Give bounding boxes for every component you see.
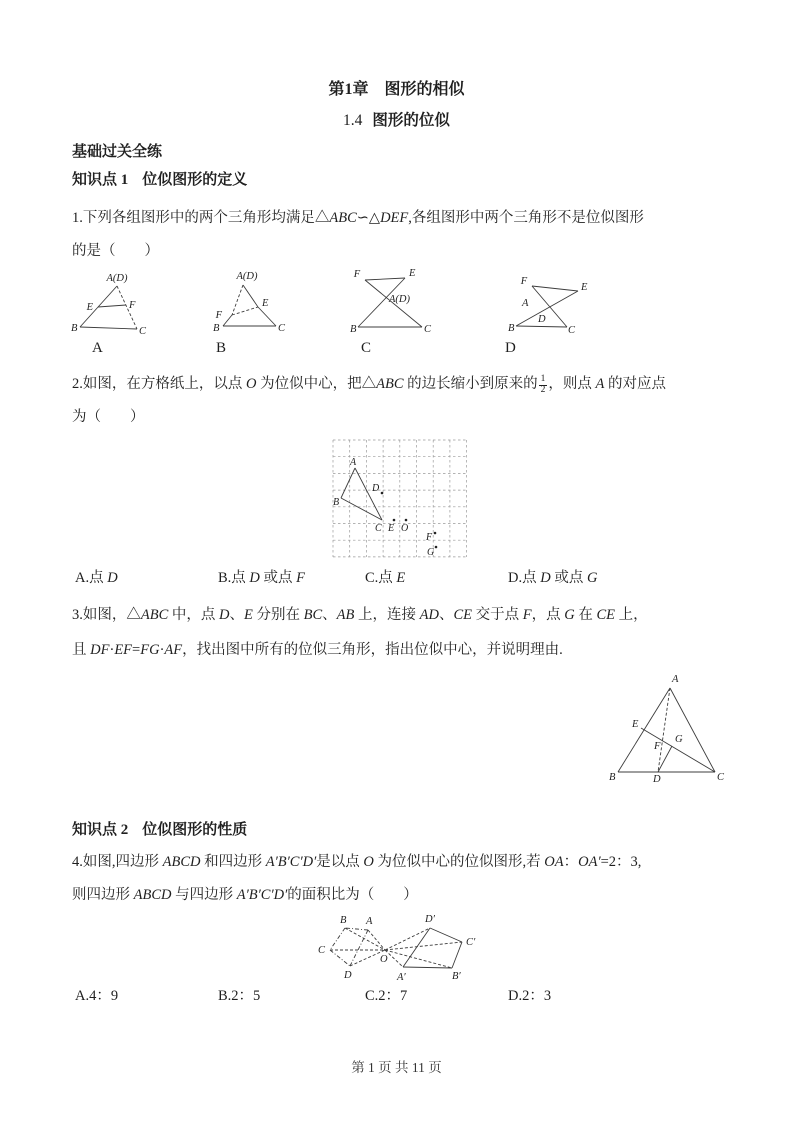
q1d-label-A: A	[522, 298, 529, 309]
q1a-label-F: F	[129, 300, 136, 311]
q1-option-a: A	[92, 340, 103, 356]
page-footer: 第 1 页 共 11 页	[351, 1060, 442, 1075]
text-segment: G	[586, 570, 598, 586]
question-4-text	[72, 846, 728, 912]
q3-label-D: D	[653, 774, 661, 785]
q3-label-C: C	[717, 772, 725, 783]
text-segment: F	[522, 607, 532, 623]
text-segment: G	[564, 607, 575, 623]
q2-label-E: E	[388, 523, 395, 534]
question-3-text	[72, 598, 728, 668]
text-line	[72, 598, 728, 633]
question-1-text	[72, 202, 728, 268]
text-segment: A.4：9	[75, 988, 119, 1004]
q1b-label-AD: A(D)	[236, 271, 258, 282]
q4-option-a	[75, 984, 118, 1005]
q1c-label-F: F	[353, 269, 361, 280]
q2-label-G: G	[427, 547, 435, 558]
q2-point-D	[381, 492, 384, 495]
text-segment: BC	[303, 607, 323, 623]
q1a-label-AD: A(D)	[106, 273, 128, 284]
q1c-label-B: B	[350, 324, 357, 335]
q2-label-F: F	[426, 532, 433, 543]
q2-grid-figure	[325, 435, 475, 565]
q1c-label-AD: A(D)	[389, 294, 410, 305]
text-segment: D	[107, 570, 118, 586]
text-segment: 交于点	[471, 607, 523, 623]
text-segment: 或点	[259, 570, 297, 586]
text-segment: E	[396, 570, 406, 586]
q1a-label-B: B	[71, 323, 78, 334]
q2-point-G	[435, 546, 438, 549]
text-segment: ∽△	[356, 210, 381, 226]
text-segment: D.点	[508, 570, 541, 586]
text-segment: ABCD	[162, 854, 201, 870]
text-segment: 4.如图,四边形	[72, 854, 163, 870]
text-line	[72, 202, 728, 235]
text-segment: O	[246, 376, 257, 392]
text-segment: 是以点	[316, 854, 364, 870]
q1d-label-E: E	[581, 282, 588, 293]
text-segment: 或点	[550, 570, 587, 586]
q1-option-d: D	[505, 340, 516, 356]
q4-label-A: A	[366, 916, 373, 927]
text-segment: ABCD	[133, 887, 172, 903]
text-segment: D	[219, 607, 230, 623]
text-segment: ABC	[140, 607, 169, 623]
knowledge-point-1	[72, 168, 247, 189]
q4-label-O: O	[380, 954, 388, 965]
q4-options	[72, 984, 752, 1006]
q1-option-c: C	[361, 340, 372, 356]
text-segment: O	[363, 854, 374, 870]
text-segment: B.点	[218, 570, 250, 586]
text-line	[72, 846, 728, 879]
q4-label-Dp: D′	[425, 914, 435, 925]
section-number: 1.4	[343, 112, 363, 129]
q4-label-B: B	[340, 915, 347, 926]
q2-option-b	[218, 566, 305, 587]
text-segment: ,各组图形中两个三角形不是位似图形	[408, 210, 644, 226]
text-segment: 1.下列各组图形中的两个三角形均满足△	[72, 210, 330, 226]
text-segment: =2：3,	[600, 854, 642, 870]
text-segment: D	[249, 570, 260, 586]
text-segment: 则四边形	[72, 887, 134, 903]
q1-option-b: B	[216, 340, 227, 356]
text-segment: 为（ ）	[72, 409, 145, 425]
text-segment: ·	[159, 642, 165, 658]
text-segment: A	[595, 376, 605, 392]
q2-label-B: B	[333, 497, 340, 508]
q2-option-a	[75, 566, 118, 587]
q2-option-c	[365, 566, 405, 587]
text-segment: 且	[72, 642, 91, 658]
text-segment: A′B′C′D′	[236, 887, 288, 903]
q4-option-c	[365, 984, 407, 1005]
text-segment: 、	[322, 607, 337, 623]
text-segment: 、	[438, 607, 454, 623]
q1-option-letters	[72, 340, 752, 362]
text-segment: CE	[453, 607, 472, 623]
q4-quad-abcd	[330, 928, 368, 966]
text-segment: FG	[140, 642, 160, 658]
q3-triangle-figure	[598, 670, 740, 785]
kp1-label: 知识点 1	[72, 172, 129, 188]
q2-label-A: A	[350, 457, 357, 468]
q1a-label-E: E	[86, 302, 93, 313]
q1a-label-C: C	[139, 326, 147, 337]
q4-option-d	[508, 984, 551, 1005]
text-segment: AB	[336, 607, 355, 623]
q2-option-d	[508, 566, 597, 587]
fraction: $\frac{1}{2}$	[540, 374, 546, 396]
kp2-label: 知识点 2	[72, 822, 129, 838]
text-segment: 为位似中心的位似图形,若	[373, 854, 545, 870]
text-segment: 上，连接	[354, 607, 420, 623]
q4-label-C: C	[318, 945, 326, 956]
text-segment: B.2：5	[218, 988, 261, 1004]
q3-label-F: F	[654, 741, 661, 752]
text-segment: ：	[563, 854, 579, 870]
text-segment: E	[244, 607, 253, 623]
q2-label-D: D	[372, 483, 380, 494]
question-2-text	[72, 368, 728, 434]
text-segment: 与四边形	[171, 887, 237, 903]
text-segment: ABC	[329, 210, 357, 226]
text-segment: 的边长缩小到原来的	[403, 376, 538, 392]
q2-point-F	[434, 532, 437, 535]
text-segment: D	[540, 570, 551, 586]
q4-option-b	[218, 984, 260, 1005]
q1d-label-C: C	[568, 325, 576, 336]
text-segment: CE	[596, 607, 615, 623]
text-segment: A.点	[75, 570, 108, 586]
q1d-label-B: B	[508, 323, 515, 334]
text-segment: ·	[109, 642, 115, 658]
text-segment: 、	[229, 607, 244, 623]
q4-label-D: D	[344, 970, 352, 981]
practice-header: 基础过关全练	[72, 144, 163, 160]
q4-label-Bp: B′	[452, 971, 461, 982]
q1c-label-E: E	[409, 268, 416, 279]
text-segment: AF	[164, 642, 183, 658]
q4-quad-apbpcpdp	[403, 928, 462, 968]
q1b-label-F: F	[215, 310, 222, 321]
q3-label-A: A	[672, 674, 679, 685]
q4-label-Ap: A′	[397, 972, 406, 983]
section-title	[0, 108, 793, 130]
text-segment: ，点	[531, 607, 565, 623]
q1b-label-B: B	[213, 323, 220, 334]
q2-point-O	[405, 519, 408, 522]
text-segment: C.点	[365, 570, 397, 586]
text-segment: 上，	[614, 607, 648, 623]
q1c-label-C: C	[424, 324, 432, 335]
q2-triangle-abc	[341, 468, 382, 520]
text-segment: 为位似中心，把△	[256, 376, 377, 392]
text-segment: OA′	[578, 854, 601, 870]
text-line	[72, 368, 728, 401]
text-segment: D.2：3	[508, 988, 552, 1004]
q2-point-E	[393, 519, 396, 522]
q4-label-Cp: C′	[466, 937, 476, 948]
knowledge-point-2	[72, 818, 247, 839]
text-segment: 和四边形	[200, 854, 266, 870]
q3-label-E: E	[632, 719, 639, 730]
text-segment: ABC	[376, 376, 404, 392]
text-line	[72, 235, 728, 268]
chapter-title: 第1章 图形的相似	[328, 81, 465, 98]
q2-options	[72, 566, 752, 588]
text-line	[72, 633, 728, 668]
q2-label-C: C	[375, 523, 382, 534]
text-segment: C.2：7	[365, 988, 408, 1004]
text-segment: 分别在	[252, 607, 304, 623]
text-segment: 的是（ ）	[72, 243, 159, 259]
text-segment: A′B′C′D′	[265, 854, 317, 870]
text-segment: ，则点	[548, 376, 596, 392]
text-segment: 的对应点	[604, 376, 666, 392]
text-segment: 的面积比为（ ）	[287, 887, 418, 903]
text-segment: OA	[544, 854, 564, 870]
text-line	[72, 401, 728, 434]
text-segment: 中，点	[168, 607, 220, 623]
q1b-label-E: E	[262, 298, 269, 309]
q1d-label-F: F	[520, 276, 528, 287]
text-segment: F	[296, 570, 306, 586]
kp2-title: 位似图形的性质	[142, 822, 248, 838]
text-segment: 3.如图，△	[72, 607, 141, 623]
text-segment: 2.如图，在方格纸上，以点	[72, 376, 246, 392]
q1d-label-D: D	[538, 314, 546, 325]
section-title-text: 图形的位似	[372, 112, 450, 129]
text-segment: DEF	[380, 210, 409, 226]
q3-triangle	[618, 688, 715, 772]
q3-label-B: B	[609, 772, 616, 783]
text-segment: =	[132, 642, 141, 658]
q4-similar-figure	[313, 908, 483, 986]
text-segment: AD	[419, 607, 439, 623]
text-segment: 在	[574, 607, 597, 623]
text-segment: EF	[114, 642, 133, 658]
q2-label-O: O	[401, 523, 409, 534]
q4-center-rays	[330, 928, 462, 968]
text-segment: DF	[90, 642, 110, 658]
kp1-title: 位似图形的定义	[142, 172, 248, 188]
q3-label-G: G	[675, 734, 683, 745]
text-segment: ，找出图中所有的位似三角形，指出位似中心，并说明理由.	[182, 642, 563, 658]
q1b-label-C: C	[278, 323, 286, 334]
